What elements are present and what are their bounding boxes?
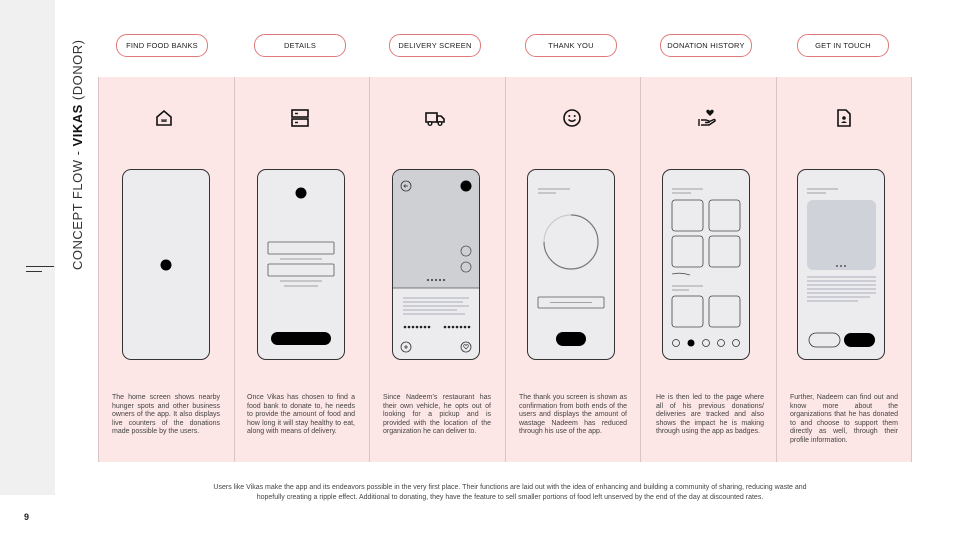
smiley-icon (562, 108, 582, 128)
page-number: 9 (24, 512, 30, 522)
panel-divider (234, 77, 235, 462)
title-suffix: (DONOR) (70, 39, 85, 105)
phone-mockup-get-in-touch (797, 169, 885, 360)
step-pill-get-in-touch: GET IN TOUCH (797, 34, 889, 57)
step-pill-thank-you: THANK YOU (525, 34, 617, 57)
title-prefix: CONCEPT FLOW - (70, 146, 85, 270)
panel-divider (369, 77, 370, 462)
wireframe-get-in-touch-screen (798, 170, 884, 359)
phone-mockup-delivery-screen (392, 169, 480, 360)
left-sidebar-strip (0, 0, 55, 495)
step-description-thank-you: The thank you screen is shown as confirmation from both ends of the users and displays the amount of wastage Nadeem has reduced through his use of the app. (519, 394, 627, 436)
list-icon (290, 108, 310, 128)
title-rule-short (26, 271, 42, 272)
panel-divider (98, 77, 99, 462)
step-pill-delivery-screen: DELIVERY SCREEN (389, 34, 481, 57)
wireframe-delivery-screen (393, 170, 479, 359)
step-description-delivery-screen: Since Nadeem’s restaurant has their own vehicle, he opts out of looking for a pickup and is provided with the location of the organization he can deliver to. (383, 394, 491, 436)
heart-hand-icon (697, 108, 717, 128)
phone-mockup-find-food-banks (122, 169, 210, 360)
step-description-details: Once Vikas has chosen to find a food bank to donate to, he needs to provide the amount of food and how long it will stay healthy to eat, along with means of delivery. (247, 394, 355, 436)
step-pill-details: DETAILS (254, 34, 346, 57)
step-pill-find-food-banks: FIND FOOD BANKS (116, 34, 208, 57)
panel-divider (640, 77, 641, 462)
phone-mockup-thank-you (527, 169, 615, 360)
truck-icon (425, 108, 445, 128)
phone-mockup-donation-history (662, 169, 750, 360)
title-rule (26, 266, 54, 267)
phone-mockup-details (257, 169, 345, 360)
step-pill-donation-history: DONATION HISTORY (660, 34, 752, 57)
page-title (70, 40, 85, 270)
contact-file-icon (834, 108, 854, 128)
wireframe-thank-you-screen (528, 170, 614, 359)
panel-divider (911, 77, 912, 462)
wireframe-details-screen (258, 170, 344, 359)
home-icon (154, 108, 174, 128)
panel-divider (776, 77, 777, 462)
panel-divider (505, 77, 506, 462)
wireframe-donation-history-screen (663, 170, 749, 359)
step-description-find-food-banks: The home screen shows nearby hunger spots and other business owners of the app. It also displays live counters of the donations made possible by the users. (112, 394, 220, 436)
wireframe-home-screen (123, 170, 209, 359)
title-name: VIKAS (70, 104, 85, 147)
step-description-get-in-touch: Further, Nadeem can find out and know more about the organizations that he has donated to and choose to support them directly as well, through their profile information. (790, 394, 898, 444)
footer-summary: Users like Vikas make the app and its endeavors possible in the very first place. Their functions are laid out with the idea of enhancing and building a community of sharing, reducing waste and hopefully creating a ripple effect. Additional to donating, they have the feature to sell smaller portions of food left unserved by the end of the day at discounted rates. (213, 484, 807, 501)
step-description-donation-history: He is then led to the page where all of his previous donations/ deliveries are tracked and also shows the impact he is making through using the app as badges. (656, 394, 764, 436)
